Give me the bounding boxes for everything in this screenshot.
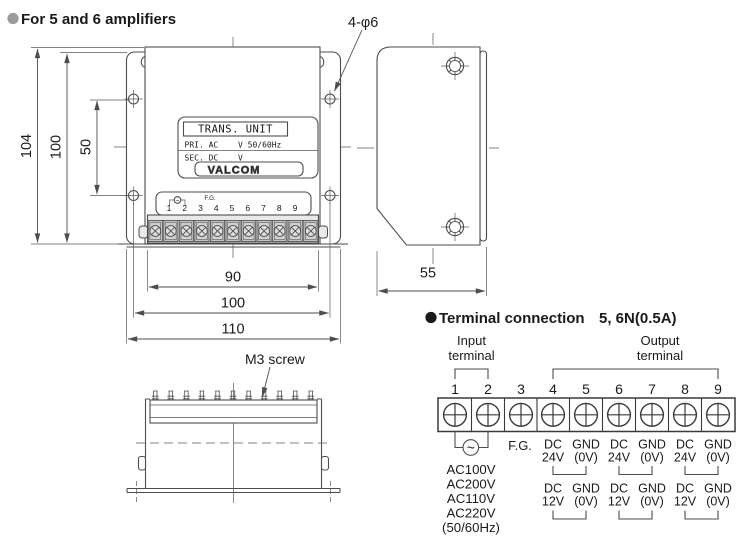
m3-screw-icon bbox=[307, 391, 314, 400]
terminal-screw-icon bbox=[257, 220, 271, 241]
m3-screw-icon bbox=[245, 391, 252, 400]
gnd-label: GND bbox=[572, 437, 600, 452]
terminal-number: 3 bbox=[198, 203, 203, 213]
terminal-number: 5 bbox=[229, 203, 235, 213]
dc-label: DC bbox=[609, 437, 629, 452]
fg-label: F.G. bbox=[508, 438, 532, 453]
hole-note: 4-φ6 bbox=[348, 15, 379, 31]
terminal-number: 7 bbox=[648, 381, 656, 397]
output-12v-row bbox=[542, 482, 732, 509]
gnd-label: GND bbox=[704, 481, 732, 496]
v0-label: (0V) bbox=[640, 494, 664, 509]
terminal-screw-icon bbox=[195, 220, 209, 241]
pair-brackets-12v bbox=[553, 511, 718, 520]
front-dimensions-vertical bbox=[19, 48, 144, 245]
output-bracket bbox=[553, 369, 718, 379]
input-terminal-label: terminal bbox=[448, 348, 495, 363]
terminal-screw-icon bbox=[542, 403, 565, 426]
plate-pri-label: PRI. AC bbox=[184, 140, 219, 150]
terminal-screw-icon bbox=[477, 403, 500, 426]
v12-label: 12V bbox=[541, 494, 565, 509]
screw-note-leader bbox=[263, 367, 271, 397]
dim-hole-pitch-h: 100 bbox=[220, 295, 246, 312]
v24-label: 24V bbox=[541, 450, 565, 465]
v24-label: 24V bbox=[607, 450, 631, 465]
v12-label: 12V bbox=[673, 494, 697, 509]
dim-hole-pitch-v: 50 bbox=[78, 138, 95, 156]
terminal-number: 5 bbox=[582, 381, 590, 397]
terminal-number: 1 bbox=[166, 203, 172, 213]
gnd-label: GND bbox=[572, 481, 600, 496]
fg-label: F.G. bbox=[204, 195, 216, 202]
v0-label: (0V) bbox=[706, 494, 730, 509]
diagram-terminal-numbers bbox=[451, 381, 722, 397]
plate-title: TRANS. UNIT bbox=[197, 123, 274, 136]
m3-screw-icon bbox=[261, 391, 268, 400]
side-flange-edge bbox=[480, 51, 487, 241]
m3-screw-icon bbox=[183, 391, 190, 400]
plate-pri-value: V 50/60Hz bbox=[238, 140, 282, 150]
ac-tilde: ~ bbox=[466, 439, 475, 456]
dim-case-height: 100 bbox=[48, 134, 65, 160]
v24-label: 24V bbox=[673, 450, 697, 465]
m3-screw-icon bbox=[152, 391, 159, 400]
v12-label: 12V bbox=[607, 494, 631, 509]
terminal-screw-icon bbox=[510, 403, 533, 426]
terminal-connection-diagram bbox=[425, 310, 735, 535]
dim-depth: 55 bbox=[419, 265, 437, 282]
side-body bbox=[377, 47, 480, 245]
ac-voltage-list bbox=[442, 462, 500, 535]
m3-screw-icon bbox=[214, 391, 221, 400]
dim-terminal-width: 90 bbox=[224, 269, 242, 286]
ac-frequency: (50/60Hz) bbox=[442, 520, 500, 535]
ac-input bbox=[442, 432, 500, 536]
bullet-icon bbox=[425, 312, 436, 323]
rear-view bbox=[127, 351, 340, 503]
terminal-screw-icon bbox=[164, 220, 178, 241]
ac-voltage: AC200V bbox=[446, 476, 496, 492]
terminal-number: 4 bbox=[549, 381, 557, 397]
gnd-label: GND bbox=[704, 437, 732, 452]
dc-label: DC bbox=[675, 437, 695, 452]
terminal-screw-icon bbox=[444, 403, 467, 426]
terminal-number: 1 bbox=[451, 381, 459, 397]
v0-label: (0V) bbox=[706, 450, 730, 465]
side-view bbox=[357, 33, 499, 296]
pair-brackets-24v bbox=[553, 466, 718, 475]
input-bracket bbox=[455, 369, 488, 379]
terminal-number: 8 bbox=[276, 203, 282, 213]
v0-label: (0V) bbox=[640, 450, 664, 465]
terminal-screw-icon bbox=[210, 220, 224, 241]
m3-screw-icon bbox=[167, 391, 174, 400]
terminal-number: 7 bbox=[261, 203, 266, 213]
page-title: For 5 and 6 amplifiers bbox=[21, 11, 177, 28]
rating-plate bbox=[178, 117, 318, 178]
terminal-number: 2 bbox=[484, 381, 492, 397]
terminal-screw-icon bbox=[575, 403, 598, 426]
screw-note: M3 screw bbox=[245, 351, 305, 367]
front-view bbox=[19, 15, 378, 344]
v0-label: (0V) bbox=[574, 494, 598, 509]
terminal-screw-icon bbox=[242, 220, 256, 241]
dim-overall-width: 110 bbox=[221, 321, 245, 338]
terminal-screw-icon bbox=[641, 403, 664, 426]
terminal-number: 6 bbox=[245, 203, 251, 213]
dim-overall-height: 104 bbox=[19, 133, 35, 159]
m3-screw-icon bbox=[230, 391, 237, 400]
terminal-screw-icon bbox=[226, 220, 240, 241]
terminal-number: 4 bbox=[213, 203, 219, 213]
output-terminal-label: terminal bbox=[636, 348, 684, 363]
terminal-screw-icon bbox=[304, 220, 318, 241]
terminal-number: 9 bbox=[292, 203, 298, 213]
terminal-number-plate bbox=[156, 192, 311, 215]
terminal-number: 9 bbox=[714, 381, 722, 397]
terminal-number: 3 bbox=[517, 381, 525, 397]
ac-voltage: AC110V bbox=[446, 491, 496, 506]
gnd-label: GND bbox=[638, 481, 666, 496]
bullet-icon bbox=[7, 13, 18, 24]
ac-voltage: AC220V bbox=[446, 505, 496, 521]
terminal-screw-icon bbox=[273, 220, 287, 241]
side-tab bbox=[322, 457, 329, 471]
terminal-number: 8 bbox=[681, 381, 689, 397]
dc-label: DC bbox=[543, 481, 563, 496]
dc-label: DC bbox=[675, 481, 695, 496]
terminal-numbers bbox=[167, 203, 298, 213]
dc-label: DC bbox=[543, 437, 563, 452]
terminal-screw-icon bbox=[288, 220, 302, 241]
input-terminal-label: Input bbox=[457, 333, 486, 348]
side-dimension bbox=[377, 247, 487, 296]
terminal-screw-icon bbox=[179, 220, 193, 241]
terminal-screw-icon bbox=[674, 403, 697, 426]
terminal-number: 6 bbox=[615, 381, 623, 397]
terminal-number: 2 bbox=[182, 203, 188, 213]
page-header bbox=[7, 11, 176, 28]
terminal-strip bbox=[139, 215, 328, 243]
m3-screw-icon bbox=[292, 391, 299, 400]
diagram-title: Terminal connection bbox=[439, 310, 585, 327]
brand-logo: VALCOM bbox=[207, 164, 261, 177]
gnd-label: GND bbox=[638, 437, 666, 452]
plate-sec-label: SEC. DC bbox=[184, 153, 219, 163]
ac-tilde: ~ bbox=[175, 197, 180, 205]
v0-label: (0V) bbox=[574, 450, 598, 465]
plate-sec-value: V bbox=[238, 153, 243, 163]
dc-label: DC bbox=[609, 481, 629, 496]
ac-voltage: AC100V bbox=[446, 462, 496, 477]
output-terminal-label: Output bbox=[640, 333, 680, 348]
terminal-screw-icon bbox=[707, 403, 730, 426]
m3-screw-icon bbox=[276, 391, 283, 400]
m3-screw-icon bbox=[199, 391, 206, 400]
side-tab bbox=[139, 457, 146, 471]
terminal-rail bbox=[150, 400, 317, 423]
terminal-screw-icon bbox=[148, 220, 162, 241]
terminal-screw-icon bbox=[608, 403, 631, 426]
diagram-rating: 5, 6N(0.5A) bbox=[599, 310, 677, 327]
output-24v-row bbox=[542, 438, 732, 465]
